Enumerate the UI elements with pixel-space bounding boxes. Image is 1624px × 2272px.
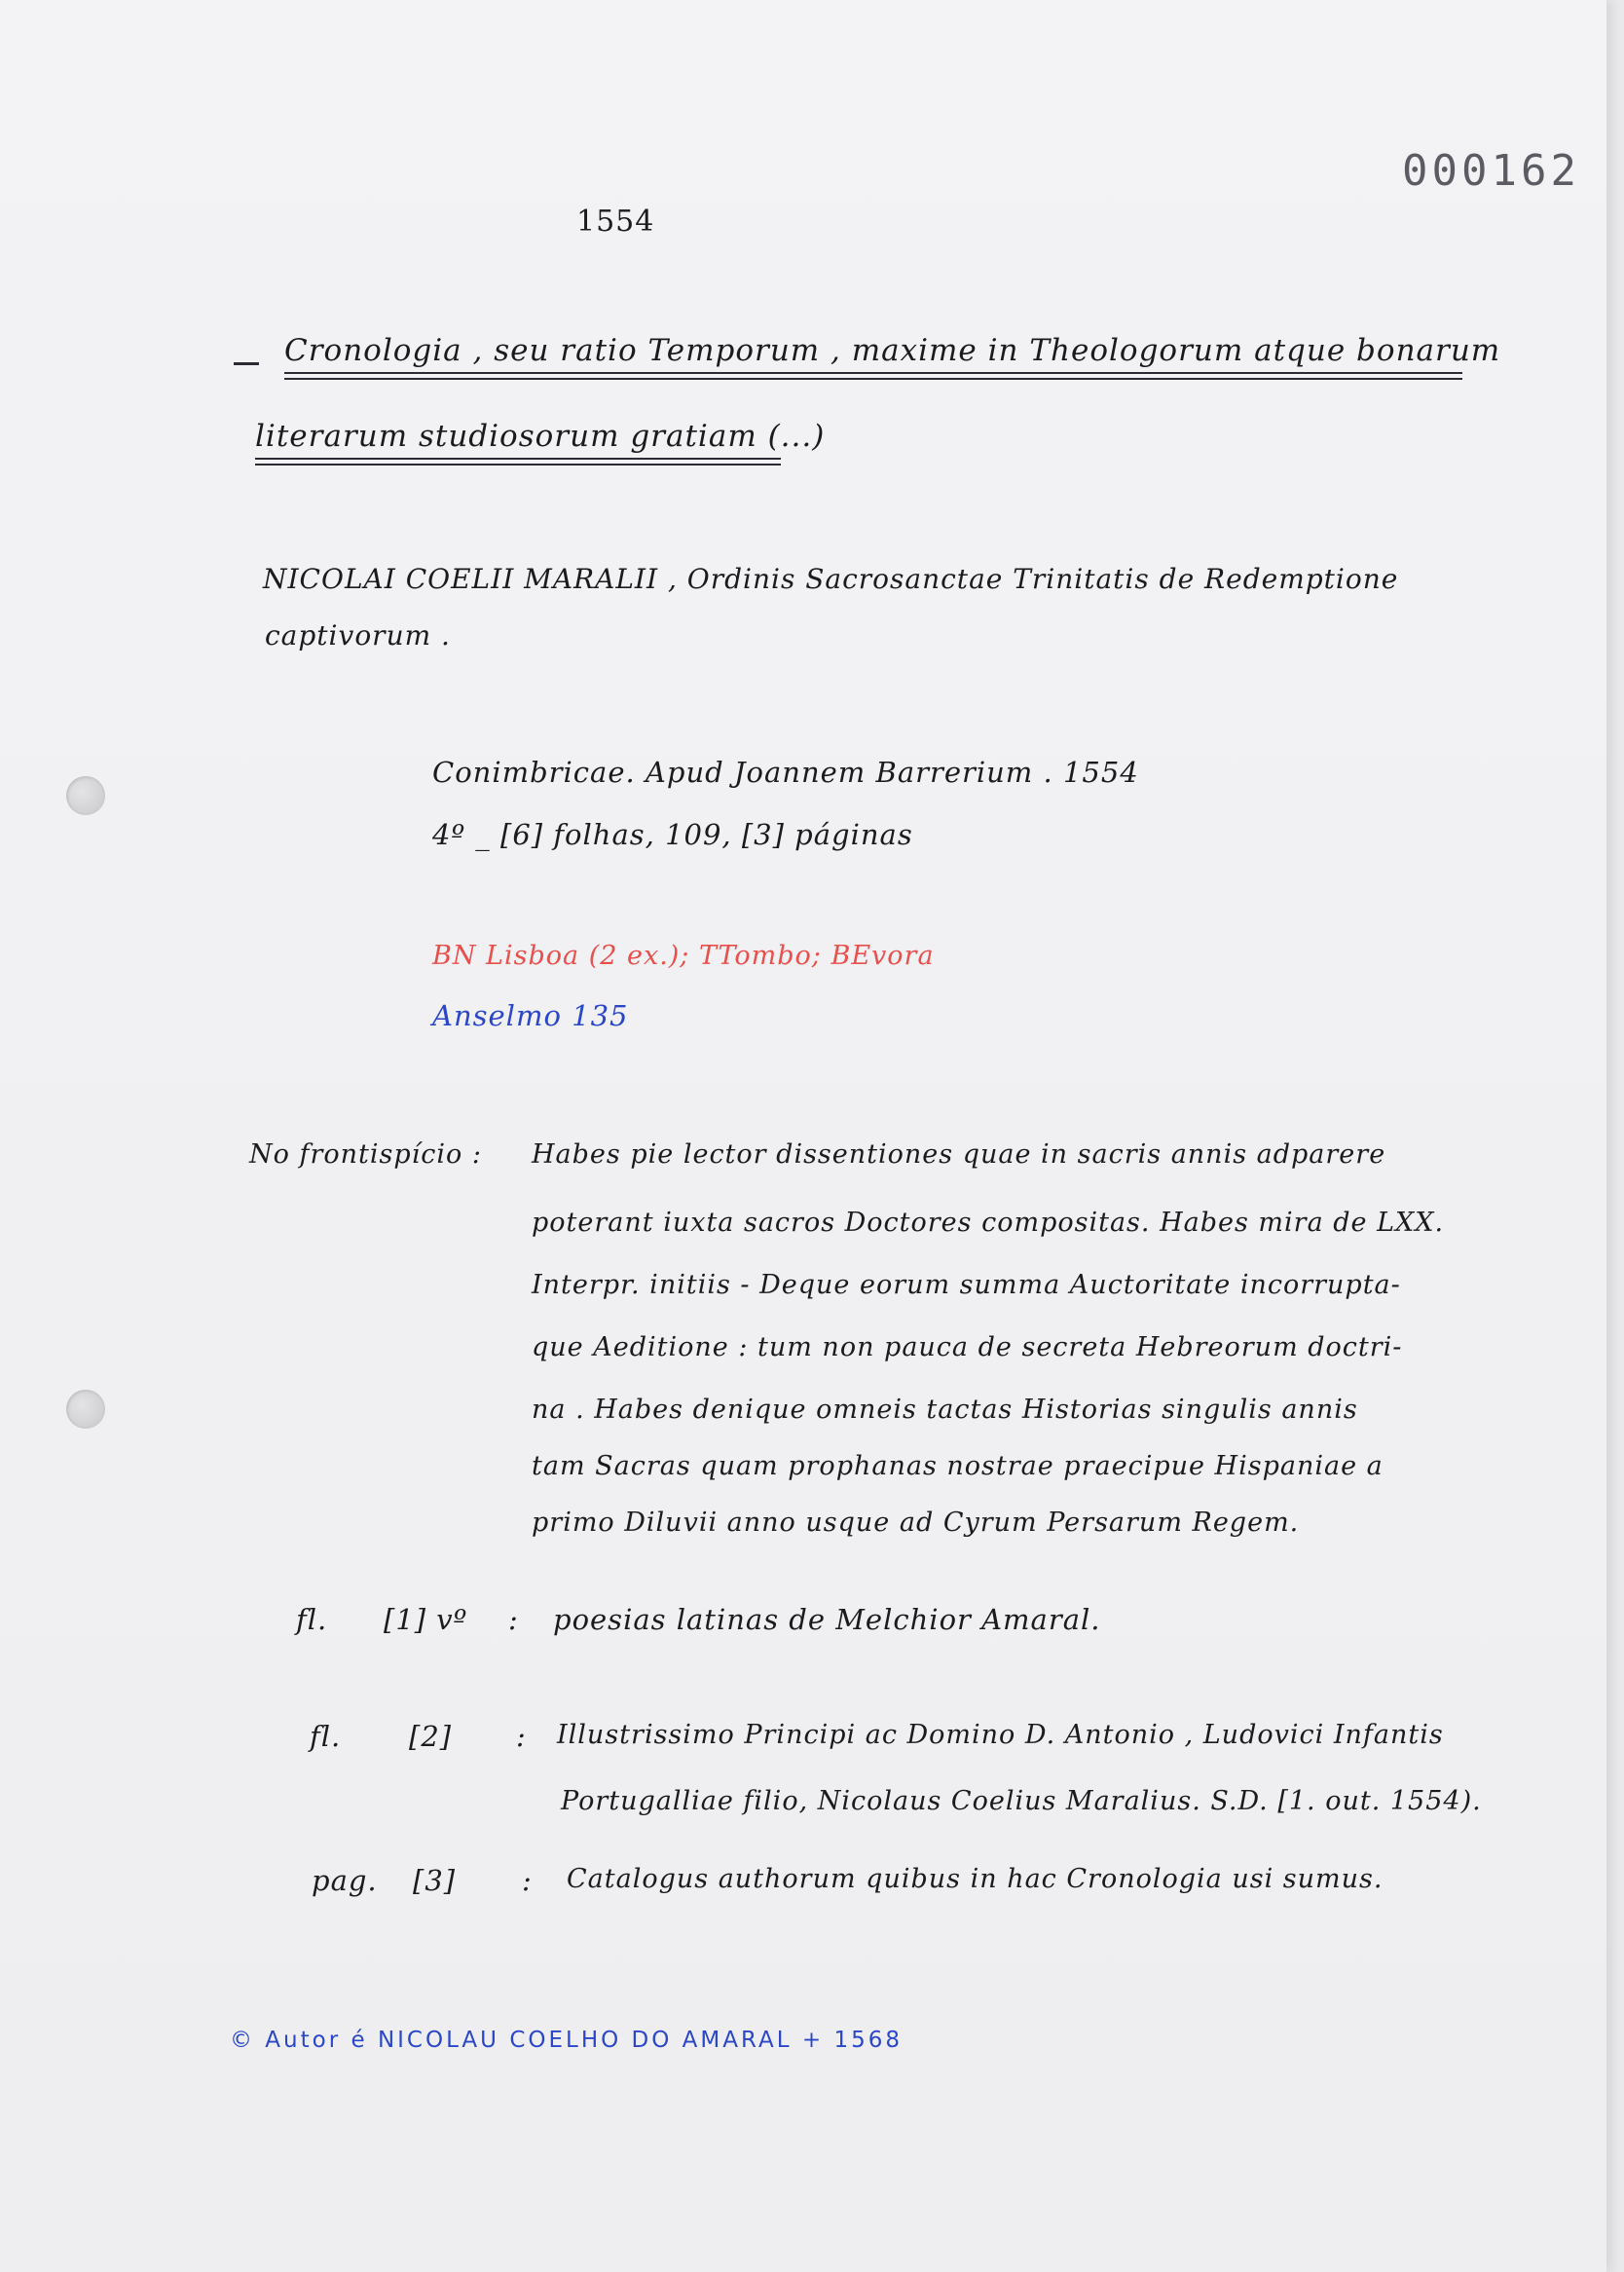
author-line-1: NICOLAI COELII MARALII , Ordinis Sacrosanctae Trinitatis de Redemptione — [263, 563, 1399, 595]
document-number-stamp: 000162 — [1402, 146, 1580, 196]
frontispiece-line-1: Habes pie lector dissentiones quae in sacris annis adparere — [532, 1139, 1386, 1170]
author-identification-note: © Autor é NICOLAU COELHO DO AMARAL + 1568 — [230, 2028, 903, 2053]
note-2-text-line-2: Portugalliae filio, Nicolaus Coelius Maralius. S.D. [1. out. 1554). — [561, 1786, 1482, 1816]
punch-hole-bottom — [66, 1390, 105, 1429]
frontispiece-line-5: na . Habes denique omneis tactas Historias singulis annis — [532, 1395, 1358, 1425]
author-line-2: captivorum . — [265, 619, 451, 652]
frontispiece-line-4: que Aeditione : tum non pauca de secreta Hebreorum doctri- — [532, 1332, 1403, 1362]
year-heading: 1554 — [576, 205, 655, 239]
title-line-2: literarum studiosorum gratiam (...) — [255, 419, 826, 454]
frontispiece-label: No frontispício : — [249, 1139, 482, 1170]
imprint-place: Conimbricae. Apud Joannem Barrerium . 1554 — [432, 756, 1139, 789]
note-3-sep: : — [522, 1864, 533, 1897]
note-2-text-line-1: Illustrissimo Principi ac Domino D. Antonio , Ludovici Infantis — [557, 1720, 1444, 1750]
title-underline-2b — [255, 464, 781, 466]
title-underline-2a — [255, 458, 781, 460]
note-3-label: pag. — [312, 1864, 378, 1897]
note-1-label: fl. — [296, 1603, 328, 1636]
title-dash — [234, 362, 259, 365]
frontispiece-line-2: poterant iuxta sacros Doctores compositas. Habes mira de LXX. — [532, 1208, 1445, 1238]
note-3-ref: [3] — [413, 1864, 457, 1897]
note-1-sep: : — [508, 1603, 519, 1636]
note-2-label: fl. — [310, 1720, 342, 1753]
holdings-red: BN Lisboa (2 ex.); TTombo; BEvora — [432, 941, 935, 971]
title-line-1: Cronologia , seu ratio Temporum , maxime in Theologorum atque bonarum — [284, 333, 1501, 368]
title-underline-1a — [284, 372, 1462, 374]
note-1-ref: [1] vº — [384, 1603, 468, 1636]
imprint-format: 4º _ [6] folhas, 109, [3] páginas — [432, 818, 913, 851]
frontispiece-line-7: primo Diluvii anno usque ad Cyrum Persarum Regem. — [532, 1508, 1300, 1538]
note-1-text: poesias latinas de Melchior Amaral. — [553, 1603, 1101, 1636]
frontispiece-line-6: tam Sacras quam prophanas nostrae praecipue Hispaniae a — [532, 1451, 1384, 1481]
frontispiece-line-3: Interpr. initiis - Deque eorum summa Auctoritate incorrupta- — [532, 1270, 1401, 1300]
note-2-sep: : — [516, 1720, 527, 1753]
punch-hole-top — [66, 776, 105, 815]
note-3-text: Catalogus authorum quibus in hac Cronologia usi sumus. — [567, 1864, 1384, 1894]
anselmo-reference: Anselmo 135 — [432, 999, 629, 1032]
note-2-ref: [2] — [409, 1720, 453, 1753]
title-underline-1b — [284, 378, 1462, 380]
